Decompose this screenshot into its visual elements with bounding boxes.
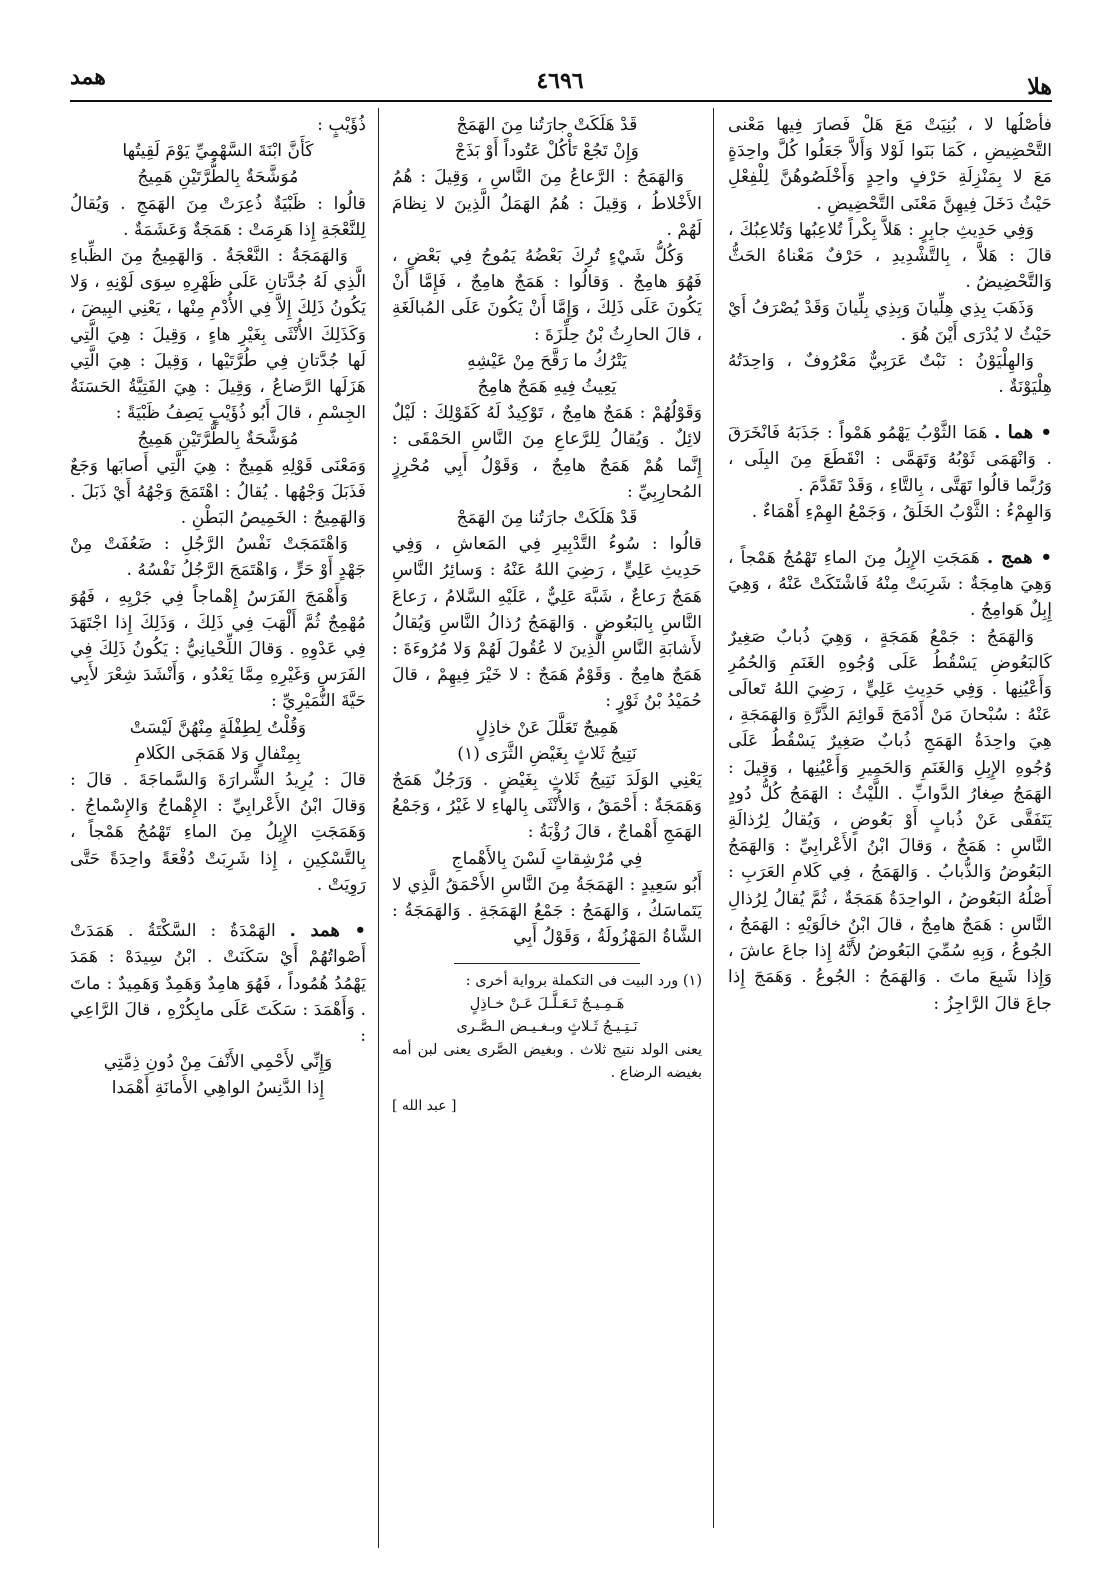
paragraph: ذُؤَيْبٍ : (317, 115, 366, 135)
verse-line: نَتِيجُ ثَلاثٍ بِغَيْضِ الثَّرَى (١) (457, 743, 637, 764)
paragraph: قالَ : يُرِيدُ الشَّرارَةَ وَالسَّماجَةَ . قالَ : وَقالَ ابْنُ الأَعْرابِيِّ : الإِهْماجُ وَالإِسْماجُ . وَهَمَجَتِ الإِبِلُ مِنَ الماءِ تَهْمُجُ هَمْجاً ، بِالتَّسْكِينِ ، إِذا شَرِبَتْ دُفْعَةً واحِدَةً حَتَّى رَوِيَتْ . (70, 770, 366, 895)
footnote-verse: نَـتِـيـجُ ثَـلاثٍ وبـغـيـض الـصَّـرى (456, 1018, 638, 1035)
entry-headword: • هما . (994, 422, 1052, 444)
paragraph: وَاهْتَمَجَتْ نَفْسُ الرَّجُلِ : ضَعُفَتْ مِنْ جَهْدٍ أَوْ حَرٍّ ، وَاهْتَمَجَ الرَّجُلُ نَفْسُهُ . (70, 534, 366, 581)
paragraph: قالُوا : ظَبْيَةٌ ذُعِرَتْ مِنَ الهَمَجِ . وَيُقالُ لِلنَّعْجَةِ إِذا هَرِمَتْ : هَمَجَةٌ وَعَشَمَةٌ . (70, 193, 366, 240)
verse-line: قَدْ هَلَكَتْ جارَتُنا مِنَ الهَمَجْ (456, 508, 638, 529)
paragraph: قالُوا : سُوءُ التَّدْبِيرِ فِي المَعاشِ ، وَفِي حَدِيثِ عَلِيٍّ ، رَضِيَ اللهُ عَنْهُ : وَسائِرُ النَّاسِ هَمَجٌ رَعاعٌ ، شَبَّهَ عَلِيٌّ ، عَلَيْهِ السَّلامُ ، رَعاعَ النَّاسِ بِالبَعُوضِ . وَالهَمَجُ رُذالُ النَّاسِ وَيُقالُ لأَشابَةِ النَّاسِ الَّذِينَ لا عُقُولَ لَهُمْ وَلا مُرُوءَةَ : هَمَجٌ هامِجٌ . وَقَوْمٌ هَمَجٌ : لا خَيْرَ فِيهِمْ ، قالَ حُمَيْدُ بْنُ ثَوْرٍ : (392, 534, 702, 712)
column-left (70, 112, 366, 1552)
paragraph: أَبُو سَعِيدٍ : الهَمَجَةُ مِنَ النَّاسِ الأَحْمَقُ الَّذِي لا يَتَماسَكُ ، وَالهَمَجُ : جَمْعُ الهَمَجَةِ . وَالهَمَجَةُ : الشَّاةُ المَهْزُولَةُ ، وَقَوْلُ أَبِي (392, 874, 702, 948)
verse-line: يَتْرُكُ ما رَقَّحَ مِنْ عَيْشِهِ (467, 350, 627, 371)
paragraph: وَالهَمَجَةُ : النَّعْجَةُ . وَالهَمِيجُ مِنَ الظِّباءِ الَّذِي لَهُ جُدَّتانِ عَلَى ظَهْرِهِ سِوَى لَوْنِهِ ، وَلا يَكُونُ ذَلِكَ إِلاَّ فِي الأُدْمِ مِنْها ، يَعْنِي البِيضَ ، وَكَذَلِكَ الأُنْثَى بِغَيْرِ هاءٍ ، وَقِيلَ : هِيَ الَّتِي لَها جُدَّتانِ فِي طُرَّتَيْها ، وَقِيلَ : هِيَ الَّتِي هَزَلَها الرَّضاعُ ، وَقِيلَ : هِيَ الفَتِيَّةُ الحَسَنَةُ الجِسْمِ ، قالَ أَبُو ذُؤَيْبٍ يَصِفُ ظَبْيَةً : (70, 246, 366, 424)
paragraph: وَذَهَبَ بِذِي هِلِّيانَ وَبِذِي بِلِّيانَ وَقَدْ يُصْرَفُ أَيْ حَيْثُ لا يُدْرَى أَيْنَ هُوَ . (728, 298, 1052, 345)
paragraph: وَأَهْمَجَ الفَرَسُ إِهْماجاً فِي جَرْيِهِ ، فَهُوَ مُهْمِجٌ ثُمَّ أَلْهَبَ فِي ذَلِكَ ، وَذَلِكَ إِذا اجْتَهَدَ فِي عَدْوِهِ . وَقالَ اللِّحْيانِيُّ : يَكُونُ ذَلِكَ فِي الفَرَسِ وَغَيْرِهِ مِمَّا يَعْدُو ، وَأَنْشَدَ شِعْرَ لأَبِي حَيَّةَ النُّمَيْرِيِّ : (70, 586, 366, 712)
footnote-verse: هَـمِـيـجٌ تَـعَـلَّـلَ عَـنْ خـاذِلٍ (469, 995, 625, 1012)
column-middle (392, 112, 702, 1552)
entry-hama (728, 420, 1052, 499)
verse-line: مُوَشَّحَةٌ بِالطُّرَّتَيْنِ هَمِيجُ (137, 429, 299, 450)
verse-line: بِمِتْفالٍ وَلا هَمَجَى الكَلامِ (135, 743, 301, 764)
paragraph: وَالهَمَجُ : الرَّعاعُ مِنَ النَّاسِ ، وَقِيلَ : هُمُ الأَخْلاطُ ، وَقِيلَ : هُمُ الهَمَلُ الَّذِينَ لا نِظامَ لَهُمْ . (392, 167, 702, 240)
entry-text: الهَمْدَةُ : السَّكْتَةُ . هَمَدَتْ أَصْواتُهُمْ أَيْ سَكَنَتْ . ابْنُ سِيدَهْ : هَمَدَ يَهْمُدُ هُمُوداً ، فَهُوَ هامِدٌ وَهَمِدٌ وَهَمِيدٌ : ماتَ . وَأَهْمَدَ : سَكَتَ عَلَى مابِكُرْهِ ، قالَ الرَّاعِي : (70, 921, 366, 1046)
footnote (392, 970, 702, 1085)
header-rule (70, 100, 1052, 102)
entry-text: هَمَجَتِ الإِبِلُ مِنَ الماءِ تَهْمُجُ هَمْجاً ، وَهِيَ هامِجَةٌ : شَرِبَتْ مِنْهُ فَاشْتَكَتْ عَنْهُ ، وَهِيَ إِبِلٌ هَوامِجُ . (728, 548, 1052, 621)
entry-text: هَمَا الثَّوْبُ يَهْمُو هَمْواً : جَذَبَهُ فَانْخَرَقَ . وَانْهَمَى ثَوْبُهُ وَتَهَمَّى : انْقَطَعَ مِنَ البِلَى ، وَرُبَّما قالُوا تَهَتَّى ، بِالتَّاءِ ، وَقَدْ تَقَدَّمَ . (728, 423, 1052, 496)
verse-line: وَقُلْتُ لِطِفْلَةٍ مِنْهُنَّ لَيْسَتْ (129, 717, 307, 738)
paragraph: وَكُلُّ شَيْءٍ تُرِكَ بَعْضُهُ يَمُوجُ فِي بَعْضٍ ، فَهُوَ هامِجٌ . وَقالُوا : هَمَجٌ هامِجٌ ، فَإِمَّا أَنْ يَكُونَ عَلَى ذَلِكَ ، وَإِمَّا أَنْ يَكُونَ عَلَى المُبالَغَةِ ، قالَ الحارِثُ بْنُ حِلِّزَةَ : (392, 246, 702, 345)
verse-line: قَدْ هَلَكَتْ جارَتُنا مِنَ الهَمَجْ (456, 115, 638, 135)
column-right (728, 112, 1052, 1552)
editor-signature: [ عبد الله ] (392, 1097, 457, 1114)
footnote-rule (454, 963, 640, 964)
entry-hamaj (728, 545, 1052, 624)
verse-line: وَإِنْ تَجُعْ تَأْكُلْ عَتُوداً أَوْ بَذَجْ (455, 141, 639, 162)
verse-line: وَإِنِّي لأَحْمِي الأَنْفَ مِنْ دُونِ ذِمَّتِي (103, 1052, 333, 1073)
verse-line: مُوَشَّحَةٌ بِالطُّرَّتَيْنِ هَمِيجُ (137, 167, 299, 188)
entry-hamad (70, 918, 366, 1049)
paragraph: وَقَوْلُهُمْ : هَمَجٌ هامِجٌ ، تَوْكِيدٌ لَهُ كَقَوْلِكَ : لَيْلٌ لائِلٌ . وَيُقالُ لِلرَّعاعِ مِنَ النَّاسِ الحَمْقَى : إِنَّما هُمْ هَمَجٌ هامِجٌ ، وَقَوْلُ أَبِي مُحْرِزٍ المُحارِبِيِّ : (392, 403, 702, 502)
header-entry-word-left: همد (70, 64, 106, 90)
page-number: ٤٦٩٦ (536, 68, 584, 94)
paragraph: يَعْنِي الوَلَدَ نَتِيجُ ثَلاثٍ بِغَيْضٍ . وَرَجُلٌ هَمَجٌ وَهَمَجَةٌ : أَحْمَقُ ، وَالأُنْثَى بِالهاءِ لا غَيْرُ ، وَجَمْعُ الهَمَجِ أَهْماجٌ ، قالَ رُؤْبَةُ : (392, 770, 702, 843)
entry-headword: • همد . (289, 920, 366, 942)
page-header (70, 62, 1052, 98)
column-divider-right (713, 108, 714, 1528)
verse-line: هَمِيجٌ تَعَلَّلَ عَنْ خاذِلٍ (475, 717, 619, 738)
header-entry-word-right: هلا (1027, 74, 1052, 100)
verse-line: إِذا الدَّنِسُ الواهِي الأَمانَةِ أَهْمَدا (111, 1078, 325, 1099)
verse-line: كَأَنَّ ابْنَةَ السَّهْمِيِّ يَوْمَ لَقِيتُها (122, 141, 314, 162)
entry-headword: • همج . (986, 547, 1052, 569)
paragraph: فأَصْلُها لا ، بُنِيَتْ مَعَ هَلْ فَصارَ فِيها مَعْنى التَّحْضِيضِ ، كَمَا بَنَوا لَوْلا وَأَلاَّ جَعَلُوا كُلَّ واحِدَةٍ مَعَ لا بِمَنْزِلَةِ حَرْفٍ واحِدٍ وَأَخْلَصُوهُنَّ لِلْفِعْلِ حَيْثُ دَخَلَ فِيهِنَّ مَعْنَى التَّحْضِيضِ . (728, 115, 1052, 214)
paragraph: وَفِي حَدِيثِ جابِرٍ : هَلاَّ بِكْراً تُلاعِبُها وَتُلاعِبُكَ ، قالَ : هَلاَّ ، بِالتَّشْدِيدِ ، حَرْفٌ مَعْناهُ الحَثُّ وَالتَّحْضِيضُ . (728, 219, 1052, 293)
footnote-text: (١) ورد البيت فى التكملة برواية أخرى : (465, 972, 702, 989)
paragraph: وَالهِمْءُ : الثَّوْبُ الخَلَقُ ، وَجَمْعُ الهِمْءِ أَهْمَاءٌ . (751, 501, 1052, 522)
paragraph: وَالهَمَجُ : جَمْعُ هَمَجَةٍ ، وَهِيَ ذُبابٌ صَغِيرٌ كَالبَعُوضِ يَسْقُطُ عَلَى وُجُوهِ الغَنَمِ وَالحُمُرِ وَأَعْيُنِها . وَفِي حَدِيثِ عَلِيٍّ ، رَضِيَ اللهُ تَعالَى عَنْهُ : سُبْحانَ مَنْ أَدْمَجَ قَوائِمَ الذَّرَّةِ وَالهَمَجَةِ ، هِيَ واحِدَةُ الهَمَجِ ذُبابٌ صَغِيرٌ يَسْقُطُ عَلَى وُجُوهِ الإِبِلِ وَالغَنَمِ وَالحَمِيرِ وَأَعْيُنِها ، وَقِيلَ : الهَمَجُ صِغارُ الدَّوابِّ . اللَّيْثُ : الهَمَجُ كُلُّ دُودٍ يَتَفَقَّى عَنْ ذُبابٍ أَوْ بَعُوضٍ ، وَيُقالُ لِرُذالَةِ النَّاسِ : هَمَجٌ ، وَقالَ ابْنُ الأَعْرابِيِّ : وَالهَمَجُ البَعُوضُ وَالذُّبابُ . وَالهَمَجُ ، فِي كَلامِ العَرَبِ : أَصْلُهُ البَعُوضُ ، الواحِدَةُ هَمَجَةٌ ، ثُمَّ يُقالُ لِرُذالِ النَّاسِ : هَمَجٌ هامِجٌ ، قالَ ابْنُ خالَوَيْهِ : الهَمَجُ ، الجُوعُ ، وَبِهِ سُمِّيَ البَعُوضُ لأَنَّهُ إِذا جاعَ عاشَ ، وَإِذا شَبِعَ ماتَ . وَالهَمَجُ : الجُوعُ . وَهَمَجَ إِذا جاعَ قالَ الرَّاجِزُ : (728, 626, 1052, 1014)
paragraph: وَالهِلْيَوْنُ : نَبْتٌ عَرَبِيٌّ مَعْرُوفٌ ، وَاحِدَتُهُ هِلْيَوْنَةٌ . (728, 350, 1052, 398)
footnote-text: يعنى الولد نتيج ثلاث . وبغيض الصَّرى يعنى لبن أمه بغيضه الرضاع . (392, 1041, 702, 1081)
verse-line: يَعِيثُ فِيهِ هَمَجٌ هامِجُ (477, 377, 617, 398)
column-divider-left (378, 108, 379, 1548)
paragraph: وَمَعْنَى قَوْلِهِ هَمِيجٌ : هِيَ الَّتِي أَصابَها وَجَعٌ فَذَبَلَ وَجْهُها . يُقالُ : اهْتَمَجَ وَجْهُهُ أَيْ ذَبَلَ . وَالهَمِيجُ : الخَمِيصُ البَطْنِ . (70, 455, 366, 529)
verse-line: فِي مُرْشِقاتٍ لَسْنَ بِالأَهْماجِ (451, 848, 643, 869)
